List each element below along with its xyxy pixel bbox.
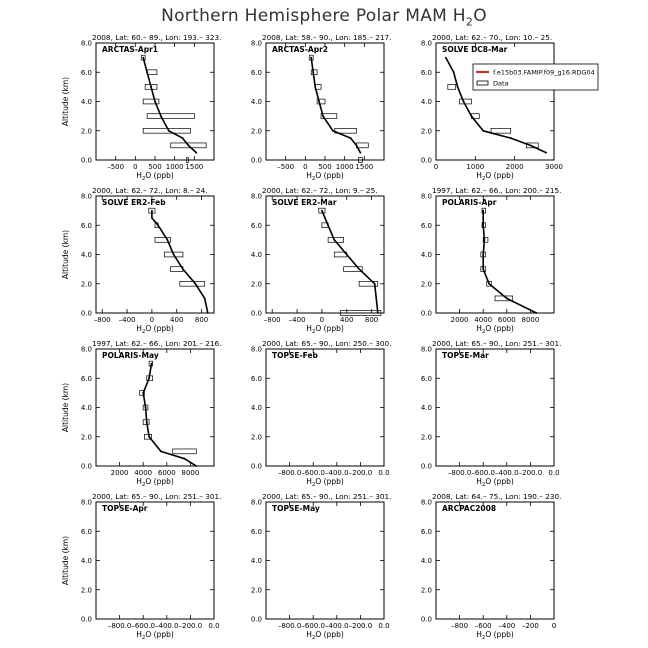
x-tick-label: 800 (194, 316, 209, 324)
model-profile-point (510, 137, 512, 139)
model-profile-point (545, 152, 547, 154)
y-tick-label: 8.0 (420, 345, 432, 354)
x-axis-label-rest: O (ppb) (145, 477, 174, 486)
y-tick-label: 8.0 (80, 345, 92, 354)
model-profile-line (322, 211, 378, 313)
y-tick-label: 0.0 (250, 309, 262, 318)
y-tick-label: 4.0 (250, 251, 262, 259)
y-tick-label: 6.0 (80, 221, 92, 230)
y-tick-label: 2.0 (250, 280, 262, 289)
x-tick-label: –800.0 (447, 469, 472, 477)
model-profile-point (333, 239, 335, 241)
y-tick-label: 6.0 (80, 527, 92, 536)
model-profile-point (194, 283, 196, 285)
model-profile-point (322, 115, 324, 117)
x-tick-label: 6000 (157, 469, 176, 477)
y-tick-label: 6.0 (250, 374, 262, 383)
y-tick-label: 0.0 (420, 156, 432, 165)
model-profile-point (350, 137, 352, 139)
figure-title-suffix: O (473, 6, 487, 26)
y-tick-label: 8.0 (250, 345, 262, 354)
model-profile-point (160, 450, 162, 452)
data-box (460, 99, 472, 104)
panel-11 (251, 492, 392, 641)
y-tick-label: 4.0 (80, 557, 92, 565)
panel-10 (61, 492, 221, 641)
x-tick-label: –800.0 (107, 622, 132, 630)
model-profile-point (146, 71, 148, 73)
y-tick-label: 6.0 (250, 221, 262, 230)
panel-header: 2000, Lat: 62.– 72., Lon: 9.– 25. (262, 186, 378, 195)
y-tick-label: 2.0 (420, 586, 432, 595)
y-tick-label: 6.0 (80, 68, 92, 77)
model-profile-point (142, 57, 144, 59)
y-axis-label: Altitude (km) (61, 76, 70, 127)
panel-header: 2000, Lat: 65.– 90., Lon: 251.– 301. (432, 339, 562, 348)
y-tick-label: 8.0 (80, 498, 92, 507)
x-axis-label (306, 324, 344, 335)
panel-label: ARCTAS-Apr1 (102, 45, 159, 54)
x-axis-label (476, 171, 514, 182)
y-tick-label: 4.0 (250, 557, 262, 565)
x-axis-label-h: H (476, 171, 482, 180)
model-profile-point (321, 210, 323, 212)
x-tick-label: 0 (303, 163, 308, 171)
x-tick-label: –200 (521, 622, 539, 630)
x-axis-label (476, 630, 514, 641)
x-tick-label: 2000 (450, 316, 469, 324)
x-axis-label-rest: O (ppb) (315, 477, 344, 486)
model-profile-line (311, 58, 360, 153)
y-tick-label: 8.0 (250, 498, 262, 507)
model-profile-point (318, 101, 320, 103)
y-tick-label: 0.0 (80, 309, 92, 318)
model-profile-point (482, 254, 484, 256)
x-axis-label-h: H (306, 630, 312, 639)
x-axis-label (306, 171, 344, 182)
y-tick-label: 0.0 (250, 462, 262, 471)
model-profile-point (145, 407, 147, 409)
model-profile-point (314, 86, 316, 88)
model-profile-point (332, 130, 334, 132)
y-tick-label: 2.0 (80, 586, 92, 595)
figure-title-sub: 2 (465, 15, 474, 29)
panel-label: SOLVE ER2-Mar (272, 198, 337, 207)
y-tick-label: 4.0 (420, 404, 432, 412)
panel-label: SOLVE ER2-Feb (102, 198, 166, 207)
x-tick-label: 0 (133, 163, 138, 171)
panel-header: 2008, Lat: 60.– 89., Lon: 193.– 323. (92, 33, 222, 42)
x-axis-label-sub: 2 (481, 635, 486, 641)
plot-frame (96, 502, 214, 619)
x-tick-label: –600 (474, 622, 492, 630)
x-tick-label: –800 (93, 316, 111, 324)
y-tick-label: 4.0 (420, 251, 432, 259)
model-profile-point (482, 217, 484, 219)
model-profile-point (346, 254, 348, 256)
panel-header: 2000, Lat: 62.– 72., Lon: 8.– 24. (92, 186, 208, 195)
y-tick-label: 4.0 (250, 98, 262, 106)
model-profile-point (188, 144, 190, 146)
x-axis-label-h: H (136, 324, 142, 333)
model-profile-point (535, 312, 537, 314)
y-tick-label: 0.0 (420, 309, 432, 318)
x-axis-label-h: H (476, 324, 482, 333)
x-axis-label (136, 324, 174, 335)
x-axis-label-rest: O (ppb) (485, 171, 514, 180)
x-tick-label: 0.0 (378, 469, 390, 477)
x-tick-label: –800.0 (277, 469, 302, 477)
x-tick-label: –400 (118, 316, 136, 324)
panel-header: 2000, Lat: 65.– 90., Lon: 251.– 301. (262, 492, 392, 501)
x-tick-label: 0 (319, 316, 325, 324)
legend (473, 64, 598, 90)
y-tick-label: 0.0 (80, 156, 92, 165)
x-tick-label: 1000 (466, 163, 485, 171)
panel-label: TOPSE-May (272, 504, 320, 513)
x-axis-label-sub: 2 (141, 635, 146, 641)
model-profile-point (506, 297, 508, 299)
x-axis-label-rest: O (ppb) (315, 171, 344, 180)
y-axis-label: Altitude (km) (61, 382, 70, 433)
y-tick-label: 6.0 (420, 374, 432, 383)
y-tick-label: 8.0 (420, 498, 432, 507)
y-tick-label: 4.0 (420, 557, 432, 565)
x-tick-label: –800.0 (277, 622, 302, 630)
x-axis-label-rest: O (ppb) (485, 477, 514, 486)
panel-label: TOPSE-Mar (442, 351, 489, 360)
x-axis-label (136, 477, 174, 488)
panel-label: TOPSE-Apr (102, 504, 148, 513)
panel-header: 2008, Lat: 64.– 75., Lon: 190.– 230. (432, 492, 562, 501)
x-tick-label: –400.0 (155, 622, 179, 630)
panel-7 (61, 339, 221, 488)
y-tick-label: 2.0 (80, 127, 92, 136)
y-tick-label: 2.0 (250, 127, 262, 136)
x-tick-label: 4000 (134, 469, 153, 477)
panel-6 (421, 186, 562, 335)
data-box (180, 281, 205, 286)
model-profile-point (167, 239, 169, 241)
panel-12 (421, 492, 562, 641)
x-tick-label: –500 (277, 163, 295, 171)
x-tick-label: –600.0 (471, 469, 495, 477)
x-tick-label: –500 (107, 163, 125, 171)
y-tick-label: 2.0 (420, 280, 432, 289)
model-profile-point (195, 152, 197, 154)
x-tick-label: –200.0 (178, 622, 203, 630)
x-axis-label-h: H (136, 477, 142, 486)
x-tick-label: 800 (364, 316, 379, 324)
model-profile-point (146, 421, 148, 423)
y-tick-label: 2.0 (420, 127, 432, 136)
model-profile-point (207, 312, 209, 314)
y-axis-label: Altitude (km) (61, 535, 70, 586)
x-axis-label-rest: O (ppb) (145, 171, 174, 180)
model-profile-point (195, 465, 197, 467)
x-axis-label-h: H (306, 171, 312, 180)
x-tick-label: 1500 (185, 163, 204, 171)
data-box (491, 128, 511, 133)
model-profile-point (445, 57, 447, 59)
x-tick-label: –400.0 (495, 469, 519, 477)
x-axis-label-sub: 2 (141, 329, 146, 335)
x-axis-label-rest: O (ppb) (145, 324, 174, 333)
model-profile-line (152, 211, 208, 313)
x-axis-label-rest: O (ppb) (145, 630, 174, 639)
y-tick-label: 8.0 (80, 192, 92, 201)
panel-5 (251, 186, 384, 335)
model-profile-line (143, 58, 196, 153)
plot-frame (436, 349, 554, 466)
panel-9 (421, 339, 562, 488)
x-tick-label: 8000 (521, 316, 540, 324)
plot-frame (436, 502, 554, 619)
x-tick-label: 0 (149, 316, 155, 324)
x-tick-label: –400 (288, 316, 306, 324)
x-tick-label: –800 (263, 316, 281, 324)
x-axis-label (476, 324, 514, 335)
x-tick-label: –200.0 (518, 469, 543, 477)
x-axis-label-sub: 2 (311, 176, 316, 182)
panel-3 (421, 33, 598, 182)
panel-4 (61, 186, 214, 335)
x-axis-label-rest: O (ppb) (485, 630, 514, 639)
model-profile-point (453, 71, 455, 73)
x-axis-label-sub: 2 (141, 176, 146, 182)
x-axis-label-rest: O (ppb) (485, 324, 514, 333)
model-profile-point (324, 217, 326, 219)
x-tick-label: 2000 (505, 163, 524, 171)
x-axis-label-sub: 2 (141, 482, 146, 488)
x-axis-label (136, 630, 174, 641)
data-box (147, 114, 194, 119)
x-axis-label-h: H (306, 477, 312, 486)
x-tick-label: 4000 (474, 316, 493, 324)
x-axis-label-rest: O (ppb) (315, 324, 344, 333)
y-tick-label: 0.0 (420, 615, 432, 624)
model-profile-point (482, 224, 484, 226)
panel-header: 2000, Lat: 65.– 90., Lon: 250.– 300. (262, 339, 392, 348)
y-tick-label: 8.0 (250, 39, 262, 48)
y-tick-label: 4.0 (80, 98, 92, 106)
y-tick-label: 6.0 (420, 221, 432, 230)
y-axis-label: Altitude (km) (61, 229, 70, 280)
model-profile-point (151, 210, 153, 212)
panel-header: 2000, Lat: 65.– 90., Lon: 251.– 301. (92, 492, 222, 501)
x-axis-label-sub: 2 (311, 482, 316, 488)
x-tick-label: –600.0 (131, 622, 155, 630)
model-profile-point (374, 283, 376, 285)
model-profile-point (530, 144, 532, 146)
model-profile-point (151, 363, 153, 365)
x-axis-label-sub: 2 (481, 176, 486, 182)
model-profile-point (312, 71, 314, 73)
model-profile-point (483, 239, 485, 241)
panel-label: SOLVE DC8-Mar (442, 45, 508, 54)
model-profile-point (358, 268, 360, 270)
data-box (143, 99, 159, 104)
plot-frame (266, 502, 384, 619)
model-profile-point (182, 137, 184, 139)
y-tick-label: 2.0 (250, 586, 262, 595)
x-tick-label: –200.0 (348, 622, 373, 630)
model-profile-point (360, 152, 362, 154)
y-tick-label: 0.0 (80, 462, 92, 471)
x-tick-label: 1000 (335, 163, 354, 171)
x-tick-label: –600.0 (301, 469, 325, 477)
x-tick-label: 500 (148, 163, 162, 171)
x-axis-label (306, 477, 344, 488)
model-profile-point (377, 312, 379, 314)
x-tick-label: –800 (451, 622, 469, 630)
y-tick-label: 2.0 (80, 280, 92, 289)
model-profile-point (482, 268, 484, 270)
y-tick-label: 0.0 (250, 156, 262, 165)
data-box (448, 84, 456, 89)
x-axis-label (306, 630, 344, 641)
y-tick-label: 4.0 (420, 98, 432, 106)
legend-data-label: Data (493, 79, 509, 88)
x-tick-label: –400.0 (325, 622, 349, 630)
panel-label: TOPSE-Feb (272, 351, 318, 360)
model-profile-point (310, 57, 312, 59)
panel-header: 2008, Lat: 58.– 90., Lon: 185.– 217. (262, 33, 392, 42)
panel-header: 2000, Lat: 62.– 70., Lon: 10.– 25. (432, 33, 553, 42)
y-tick-label: 6.0 (80, 374, 92, 383)
y-tick-label: 2.0 (420, 433, 432, 442)
x-axis-label-h: H (136, 171, 142, 180)
x-axis-label-sub: 2 (481, 329, 486, 335)
data-box (143, 128, 190, 133)
x-axis-label (476, 477, 514, 488)
model-profile-point (151, 217, 153, 219)
x-tick-label: 0.0 (208, 622, 220, 630)
y-tick-label: 4.0 (80, 251, 92, 259)
y-tick-label: 4.0 (250, 404, 262, 412)
plot-frame (266, 196, 384, 313)
panel-label: POLARIS-Apr (442, 198, 497, 207)
legend-model-label: f.e15b03.FAMIP.f09_g16.RDG04 (493, 68, 595, 77)
y-tick-label: 6.0 (420, 527, 432, 536)
plot-frame (436, 43, 554, 160)
y-tick-label: 6.0 (250, 68, 262, 77)
x-tick-label: 400 (340, 316, 354, 324)
plot-frame (96, 196, 214, 313)
model-profile-point (488, 283, 490, 285)
model-profile-point (204, 297, 206, 299)
x-tick-label: –200.0 (348, 469, 373, 477)
x-tick-label: 1000 (165, 163, 184, 171)
y-tick-label: 0.0 (80, 615, 92, 624)
panel-label: ARCPAC2008 (442, 504, 497, 513)
x-tick-label: 0 (433, 163, 439, 171)
model-profile-point (182, 268, 184, 270)
model-profile-point (457, 86, 459, 88)
panel-header: 1997, Lat: 62.– 66., Lon: 201.– 216. (92, 339, 222, 348)
y-tick-label: 6.0 (250, 527, 262, 536)
y-tick-label: 8.0 (420, 192, 432, 201)
x-axis-label-h: H (476, 630, 482, 639)
figure-title-prefix: Northern Hemisphere Polar MAM H (161, 6, 466, 26)
x-tick-label: 400 (170, 316, 184, 324)
x-tick-label: 500 (318, 163, 332, 171)
plot-frame (436, 196, 554, 313)
model-profile-point (148, 436, 150, 438)
x-tick-label: 8000 (181, 469, 200, 477)
x-axis-label (136, 171, 174, 182)
panel-8 (251, 339, 392, 488)
model-profile-point (356, 144, 358, 146)
y-tick-label: 4.0 (80, 404, 92, 412)
x-tick-label: 3000 (545, 163, 563, 171)
model-profile-point (471, 115, 473, 117)
y-tick-label: 8.0 (250, 192, 262, 201)
x-tick-label: 6000 (497, 316, 516, 324)
data-box (173, 449, 197, 454)
y-tick-label: 8.0 (80, 39, 92, 48)
model-profile-point (463, 101, 465, 103)
model-profile-point (327, 224, 329, 226)
model-profile-point (154, 101, 156, 103)
panel-label: POLARIS-May (102, 351, 159, 360)
panel-1 (61, 33, 221, 182)
model-profile-point (142, 392, 144, 394)
x-axis-label-h: H (136, 630, 142, 639)
model-profile-point (184, 458, 186, 460)
panel-label: ARCTAS-Apr2 (272, 45, 329, 54)
y-tick-label: 2.0 (80, 433, 92, 442)
x-axis-label-h: H (476, 477, 482, 486)
y-tick-label: 0.0 (250, 615, 262, 624)
x-tick-label: 2000 (110, 469, 129, 477)
x-tick-label: 0.0 (548, 469, 560, 477)
x-axis-label-sub: 2 (311, 635, 316, 641)
panel-2 (251, 33, 392, 182)
y-tick-label: 0.0 (420, 462, 432, 471)
model-profile-point (482, 130, 484, 132)
x-axis-label-sub: 2 (481, 482, 486, 488)
model-profile-line (483, 211, 536, 313)
model-profile-line (143, 364, 196, 466)
model-profile-point (150, 86, 152, 88)
model-profile-point (173, 254, 175, 256)
model-profile-point (148, 377, 150, 379)
plot-frame (96, 349, 214, 466)
x-axis-label-rest: O (ppb) (315, 630, 344, 639)
data-box (147, 70, 157, 75)
x-axis-label-sub: 2 (311, 329, 316, 335)
x-tick-label: 0 (551, 622, 557, 630)
x-tick-label: –400 (498, 622, 516, 630)
x-tick-label: –400.0 (325, 469, 349, 477)
y-tick-label: 8.0 (420, 39, 432, 48)
model-profile-point (168, 130, 170, 132)
model-profile-point (482, 210, 484, 212)
model-profile-point (157, 224, 159, 226)
x-tick-label: –600.0 (301, 622, 325, 630)
plot-frame (266, 349, 384, 466)
y-tick-label: 2.0 (250, 433, 262, 442)
x-tick-label: 0.0 (378, 622, 390, 630)
y-tick-label: 6.0 (420, 68, 432, 77)
model-profile-point (160, 115, 162, 117)
x-axis-label-h: H (306, 324, 312, 333)
panel-header: 1997, Lat: 62.– 66., Lon: 200.– 215. (432, 186, 562, 195)
x-tick-label: 1500 (355, 163, 374, 171)
